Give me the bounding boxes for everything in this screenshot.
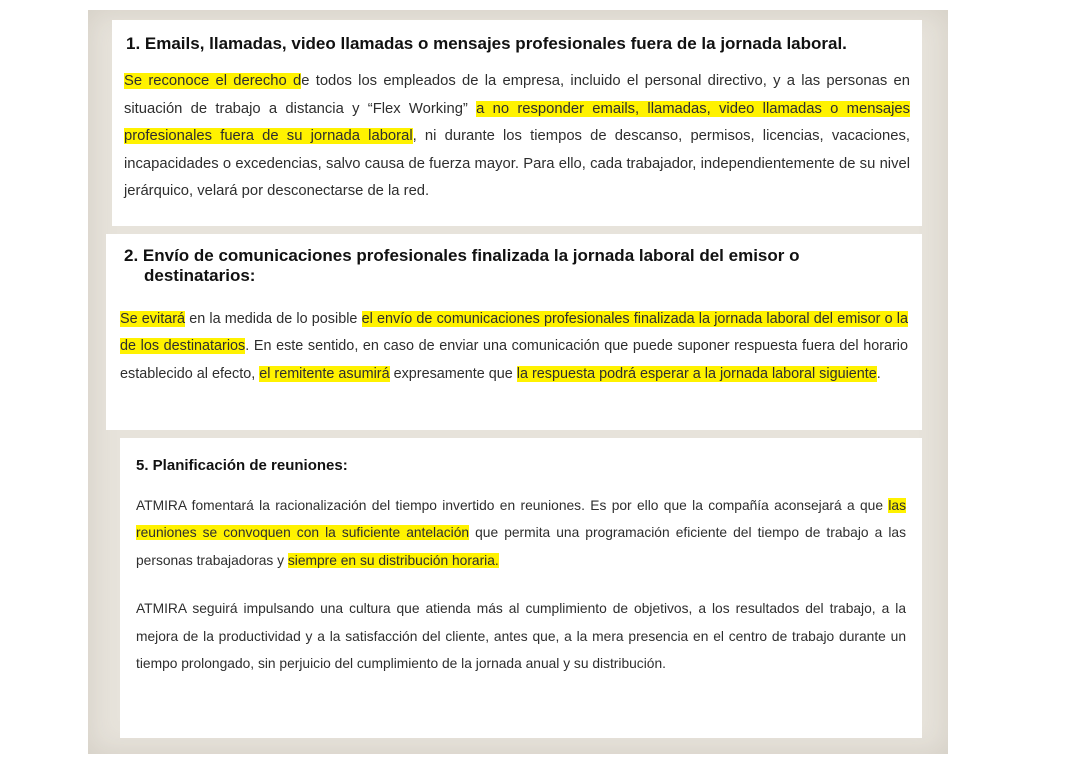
highlighted-text: la respuesta podrá esperar a la jornada laboral siguiente bbox=[516, 365, 877, 382]
text-segment: , ni durante los tiempos de descanso, permisos, licencias, vacaciones, incapacidades o excedencias, salvo causa de fuerza mayor. Para ello, cada trabajador, independientemente de su nivel jerárquico, velará por desconectarse de la red. bbox=[124, 128, 910, 200]
section-2-heading bbox=[120, 234, 908, 286]
highlighted-text: las reuniones se convoquen con la suficiente antelación bbox=[136, 498, 906, 541]
section-1-text bbox=[124, 68, 910, 206]
section-2-text bbox=[120, 306, 908, 388]
section-5-paragraph-1 bbox=[136, 492, 906, 574]
text-segment: expresamente que bbox=[389, 365, 517, 382]
section-5-card bbox=[120, 438, 922, 738]
section-1-card bbox=[112, 20, 922, 226]
text-segment: que permita una programación eficiente del tiempo de trabajo a las personas trabajadoras y bbox=[136, 525, 906, 568]
text-segment: . bbox=[876, 365, 881, 382]
highlighted-text: el envío de comunicaciones profesionales finalizada la jornada laboral del emisor o la de los destinatarios bbox=[120, 311, 908, 355]
highlighted-text: a no responder emails, llamadas, video llamadas o mensajes profesionales fuera de su jornada laboral bbox=[124, 100, 910, 145]
highlighted-text: Se reconoce el derecho d bbox=[124, 73, 302, 89]
highlighted-text: Se evitará bbox=[120, 311, 185, 327]
text-segment: . En este sentido, en caso de enviar una comunicación que puede suponer respuesta fuera del horario establecido al efecto, bbox=[120, 338, 909, 382]
highlighted-text: siempre en su distribución horaria. bbox=[287, 552, 499, 568]
section-2-card bbox=[106, 234, 922, 430]
text-segment: en la medida de lo posible bbox=[185, 311, 362, 327]
text-segment: e todos los empleados de la empresa, incluido el personal directivo, y a las personas en situación de trabajo a distancia y “Flex Working” bbox=[124, 73, 910, 117]
section-2-heading-line2: destinatarios: bbox=[144, 266, 256, 285]
highlighted-text: el remitente asumirá bbox=[259, 365, 390, 382]
text-segment: ATMIRA fomentará la racionalización del tiempo invertido en reuniones. Es por ello que la compañía aconsejará a que bbox=[136, 498, 889, 513]
section-1-heading: 1. Emails, llamadas, video llamadas o mensajes profesionales fuera de la jornada laboral. bbox=[126, 34, 847, 53]
section-5-heading: 5. Planificación de reuniones: bbox=[136, 457, 348, 474]
section-2-heading-line1: 2. Envío de comunicaciones profesionales finalizada la jornada laboral del emisor o bbox=[124, 246, 800, 265]
section-5-paragraph-2: ATMIRA seguirá impulsando una cultura que atienda más al cumplimiento de objetivos, a los resultados del trabajo, a la mejora de la productividad y a la satisfacción del cliente, antes que, a la mera presencia en el centro de trabajo durante un tiempo prolongado, sin perjuicio del cumplimiento de la jornada anual y su distribución. bbox=[136, 601, 906, 672]
